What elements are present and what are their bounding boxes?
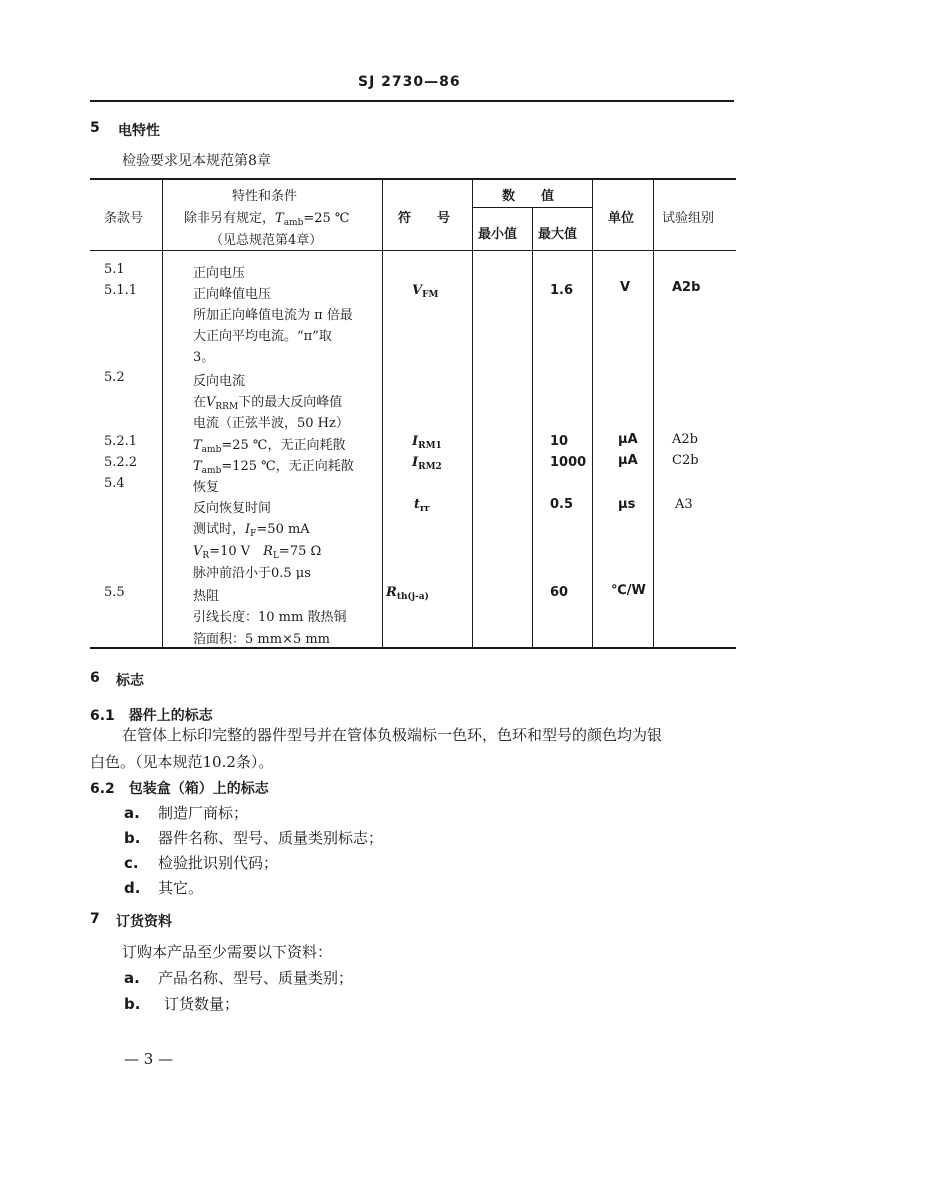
group-cell: A3 [675, 497, 693, 512]
col-symbol-header: 符 号 [398, 211, 451, 226]
cond-cell: 反向电流 [193, 374, 246, 389]
section-6-title: 标志 [116, 673, 144, 689]
table-bottom-rule [90, 647, 736, 649]
section-6-1-title: 6.1 器件上的标志 [90, 708, 213, 724]
unit-cell: ℃/W [611, 583, 646, 598]
table-row: 5.5 [104, 585, 125, 600]
symbol-cell: $t_{rr}$ [414, 497, 430, 514]
max-cell: 10 [550, 434, 569, 449]
col-values-header: 数 值 [502, 189, 555, 204]
list-item: b. 订货数量； [124, 995, 240, 1013]
symbol-cell: $R_{th(j-a)}$ [386, 585, 429, 602]
col-unit-header: 单位 [608, 211, 635, 226]
cond-cell: 大正向平均电流。“π”取 [193, 329, 332, 344]
cond-cell: $T_{amb}=25$ ℃，无正向耗散 [193, 438, 346, 455]
section-5-title: 电特性 [118, 123, 160, 139]
group-cell: A2b [672, 280, 701, 295]
unit-cell: V [620, 280, 631, 295]
cond-cell: 恢复 [193, 480, 220, 495]
table-top-rule [90, 178, 736, 180]
section-6-1-line2: 白色。（见本规范10.2条）。 [90, 753, 274, 771]
section-6-1-line1: 在管体上标印完整的器件型号并在管体负极端标一色环，色环和型号的颜色均为银 [122, 726, 663, 744]
header-rule [90, 100, 734, 102]
col-cond-header-line2: 除非另有规定，$T_{amb}=25$ ℃ [184, 211, 350, 228]
section-5-intro: 检验要求见本规范第8章 [122, 153, 271, 169]
col-cond-header-line3: （见总规范第4章） [210, 233, 323, 248]
unit-cell: μA [618, 432, 638, 447]
section-6-number: 6 [90, 670, 100, 686]
group-cell: C2b [672, 453, 699, 468]
list-item: d. 其它。 [124, 879, 204, 897]
cond-cell: 电流（正弦半波，50 Hz） [193, 416, 349, 431]
unit-cell: μA [618, 453, 638, 468]
section-6-2-title: 6.2 包装盒（箱）上的标志 [90, 781, 269, 797]
symbol-cell: $I_{RM2}$ [412, 455, 442, 472]
unit-cell: μs [618, 497, 636, 512]
max-cell: 1.6 [550, 283, 574, 298]
cond-cell: 测试时，$I_F=50$ mA [193, 522, 310, 539]
section-5-number: 5 [90, 120, 100, 136]
table-row: 5.1 [104, 262, 125, 277]
cond-cell: 所加正向峰值电流为 π 倍最 [193, 308, 353, 323]
cond-cell: $T_{amb}=125$ ℃，无正向耗散 [193, 459, 354, 476]
cond-cell: 在$V_{RRM}$下的最大反向峰值 [193, 395, 343, 412]
group-cell: A2b [672, 432, 698, 447]
list-item: c. 检验批识别代码； [124, 854, 279, 872]
table-row: 5.1.1 [104, 283, 138, 298]
table-row: 5.2 [104, 370, 125, 385]
col-cond-header-line1: 特性和条件 [232, 189, 298, 204]
section-7-intro: 订购本产品至少需要以下资料： [122, 943, 333, 961]
col-max-header: 最大值 [538, 227, 578, 242]
cond-cell: 箔面积：5 mm×5 mm [193, 632, 331, 647]
page-number: — 3 — [124, 1050, 174, 1068]
max-cell: 60 [550, 585, 569, 600]
symbol-cell: $I_{RM1}$ [412, 434, 442, 451]
cond-cell: 脉冲前沿小于0.5 μs [193, 566, 311, 581]
cond-cell: 正向峰值电压 [193, 287, 272, 302]
table-row: 5.2.1 [104, 434, 138, 449]
section-7-number: 7 [90, 911, 100, 927]
table-row: 5.4 [104, 476, 125, 491]
section-7-title: 订货资料 [116, 914, 172, 930]
cond-cell: 正向电压 [193, 266, 246, 281]
col-clause-header: 条款号 [104, 211, 144, 226]
list-item: b. 器件名称、型号、质量类别标志； [124, 829, 384, 847]
cond-cell: 反向恢复时间 [193, 501, 272, 516]
cond-cell: 引线长度：10 mm 散热铜 [193, 610, 347, 625]
list-item: a. 制造厂商标； [124, 804, 249, 822]
col-group-header: 试验组别 [662, 211, 715, 226]
col-min-header: 最小值 [478, 227, 518, 242]
cond-cell: 热阻 [193, 589, 220, 604]
table-header-rule [90, 250, 736, 251]
list-item: a. 产品名称、型号、质量类别； [124, 969, 354, 987]
table-row: 5.2.2 [104, 455, 138, 470]
symbol-cell: $V_{FM}$ [412, 283, 439, 300]
cond-cell: $V_R=10$ V $R_L=75$ Ω [193, 544, 322, 561]
cond-cell: 3。 [193, 350, 215, 365]
document-id: SJ 2730—86 [358, 74, 461, 90]
max-cell: 0.5 [550, 497, 574, 512]
max-cell: 1000 [550, 455, 587, 470]
